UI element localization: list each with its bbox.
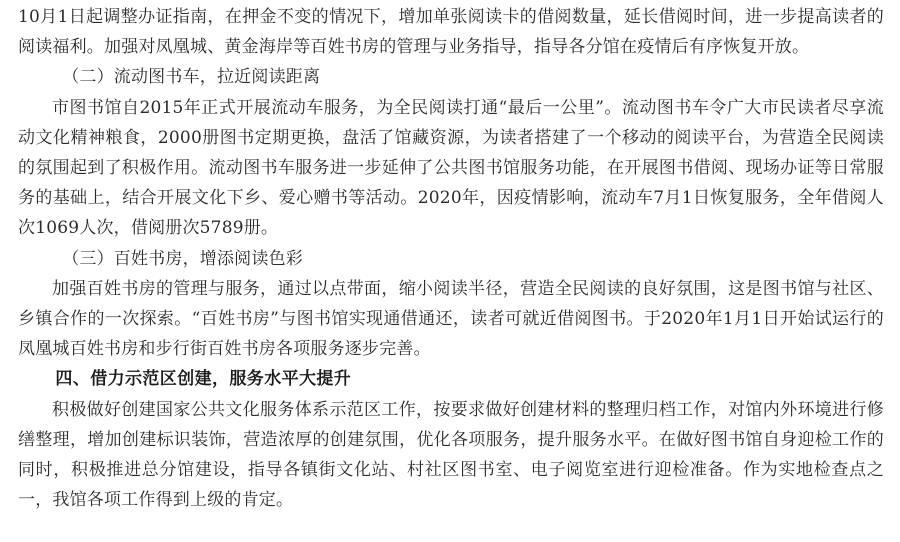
subheading-community-reading-rooms: （三）百姓书房，增添阅读色彩 [62, 248, 303, 269]
section-heading-demonstration-zone: 四、借力示范区创建，服务水平大提升 [55, 369, 352, 390]
paragraph-mobile-library: 市图书馆自2015年正式开展流动车服务，为全民阅读打通“最后一公里”。流动图书车令广大市民读者尽享流动文化精神粮食，2000册图书定期更换，盘活了馆藏资源，为读者搭建了一个移动的阅读平台，为营造全民阅读的氛围起到了积极作用。流动图书车服务进一步延伸了公共图书馆服务功能，在开展图书借阅、现场办证等日常服务的基础上，结合开展文化下乡、爱心赠书等活动。2020年，因疫情影响，流动车7月1日恢复服务，全年借阅人次1069人次，借阅册次5789册。 [18, 97, 884, 239]
paragraph-community-reading-rooms: 加强百姓书房的管理与服务，通过以点带面，缩小阅读半径，营造全民阅读的良好氛围，这是图书馆与社区、乡镇合作的一次探索。“百姓书房”与图书馆实现通借通还，读者可就近借阅图书。于2020年1月1日开始试运行的凤凰城百姓书房和步行街百姓书房各项服务逐步完善。 [18, 278, 884, 360]
paragraph-demonstration-zone: 积极做好创建国家公共文化服务体系示范区工作，按要求做好创建材料的整理归档工作，对馆内外环境进行修缮整理，增加创建标识装饰，营造浓厚的创建氛围，优化各项服务，提升服务水平。在做好图书馆自身迎检工作的同时，积极推进总分馆建设，指导各镇街文化站、村社区图书室、电子阅览室进行迎检准备。作为实地检查点之一，我馆各项工作得到上级的肯定。 [18, 399, 884, 511]
paragraph-card-policy: 10月1日起调整办证指南，在押金不变的情况下，增加单张阅读卡的借阅数量，延长借阅时间，进一步提高读者的阅读福利。加强对凤凰城、黄金海岸等百姓书房的管理与业务指导，指导各分馆在疫情后有序恢复开放。 [18, 7, 884, 58]
subheading-mobile-library: （二）流动图书车，拉近阅读距离 [62, 67, 321, 88]
